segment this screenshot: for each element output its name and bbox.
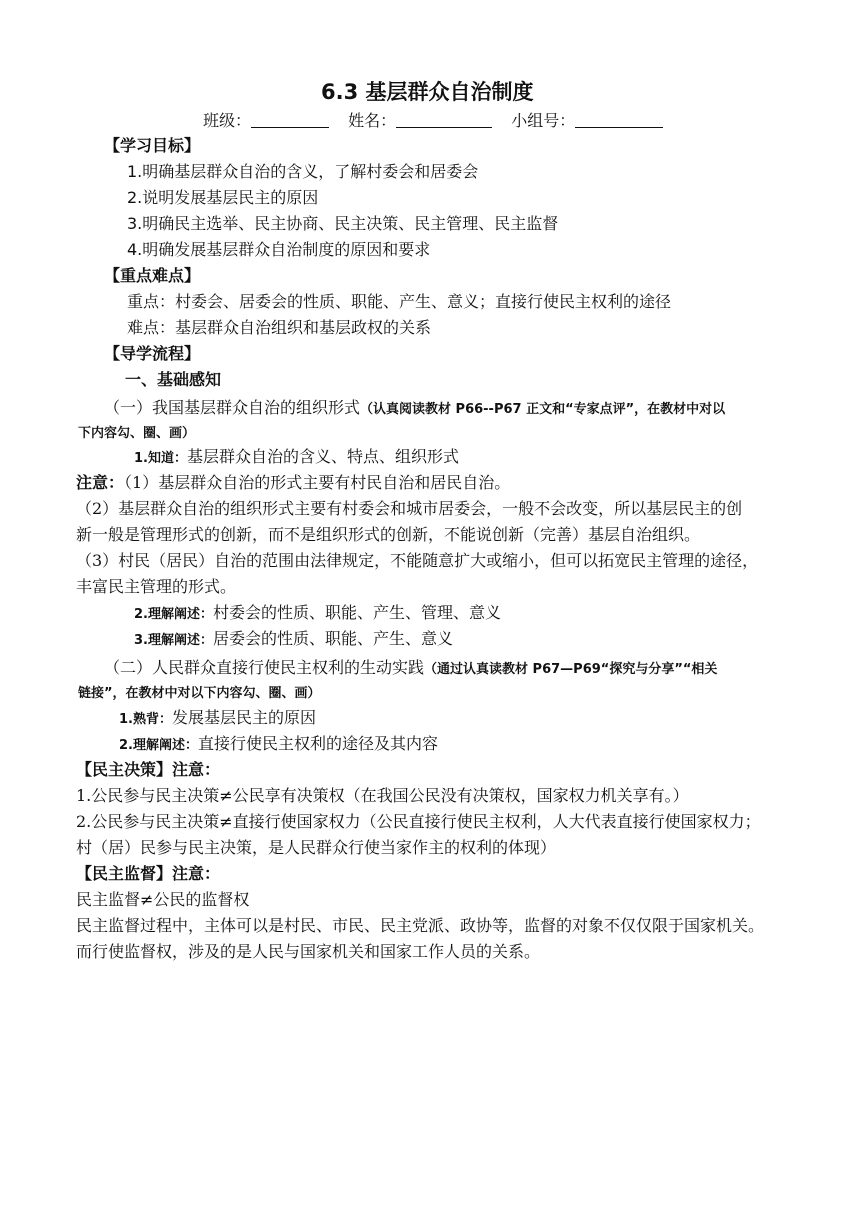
class-label: 班级：	[203, 111, 252, 130]
attention-3: （3）村民（居民）自治的范围由法律规定，不能随意扩大或缩小，但可以拓宽民主管理的途径，	[76, 551, 759, 570]
attention-3-cont: 丰富民主管理的形式。	[76, 577, 237, 596]
decision-item-1: 1.公民参与民主决策≠公民享有决策权（在我国公民没有决策权，国家权力机关享有。）	[76, 786, 689, 805]
goal-item: 4.明确发展基层群众自治制度的原因和要求	[127, 240, 431, 259]
attention-2-cont: 新一般是管理形式的创新，而不是组织形式的创新，不能说创新（完善）基层自治组织。	[76, 525, 701, 544]
group-blank[interactable]	[575, 111, 663, 128]
supervision-line-3: 而行使监督权，涉及的是人民与国家机关和国家工作人员的关系。	[76, 942, 541, 961]
decision-item-2-cont: 村（居）民参与民主决策，是人民群众行使当家作主的权利的体现）	[76, 838, 557, 857]
memorize-label: 1.熟背：	[119, 712, 172, 727]
supervision-line-2: 民主监督过程中，主体可以是村民、市民、民主党派、政协等，监督的对象不仅仅限于国家机关。	[76, 916, 765, 935]
section-basic: 一、基础感知	[125, 370, 222, 389]
know-line	[134, 445, 459, 471]
understand-resident-line	[134, 627, 453, 653]
understand-resident-label: 3.理解阐述：	[134, 633, 213, 648]
supervision-note: 注意：	[172, 864, 221, 883]
part1-reading-note-cont: 下内容勾、圈、画）	[78, 426, 196, 441]
part1-title: （一）我国基层群众自治的组织形式	[104, 398, 361, 417]
supervision-line-1: 民主监督≠公民的监督权	[76, 890, 250, 909]
attention-label: 注意：	[76, 473, 125, 492]
key-points-heading: 【重点难点】	[104, 266, 201, 285]
supervision-heading-line	[76, 862, 220, 886]
supervision-heading: 【民主监督】	[76, 864, 173, 883]
part1-reading-note: （认真阅读教材 P66--P67 正文和“专家点评”，在教材中对以	[360, 402, 726, 417]
part2-reading-note-cont: 链接”，在教材中对以下内容勾、圈、画）	[78, 686, 321, 701]
flow-heading: 【导学流程】	[104, 344, 201, 363]
part2-line	[104, 656, 717, 682]
key-point-focus: 重点：村委会、居委会的性质、职能、产生、意义；直接行使民主权利的途径	[127, 292, 672, 311]
decision-item-2: 2.公民参与民主决策≠直接行使国家权力（公民直接行使民主权利，人大代表直接行使国家权力；	[76, 812, 761, 831]
know-label: 1.知道：	[134, 451, 187, 466]
memorize-text: 发展基层民主的原因	[171, 708, 316, 727]
attention-1: （1）基层群众自治的形式主要有村民自治和居民自治。	[124, 473, 511, 492]
goals-heading: 【学习目标】	[104, 136, 201, 155]
page-title: 6.3 基层群众自治制度	[321, 80, 534, 104]
understand-village-label: 2.理解阐述：	[134, 607, 213, 622]
goal-item: 1.明确基层群众自治的含义，了解村委会和居委会	[127, 162, 479, 181]
name-label: 姓名：	[348, 111, 397, 130]
key-point-difficulty: 难点：基层群众自治组织和基层政权的关系	[127, 318, 432, 337]
understand-label: 2.理解阐述：	[119, 738, 198, 753]
decision-heading: 【民主决策】	[76, 760, 173, 779]
attention-line-1	[76, 471, 510, 495]
class-blank[interactable]	[251, 111, 329, 128]
goal-item: 3.明确民主选举、民主协商、民主决策、民主管理、民主监督	[127, 214, 559, 233]
decision-heading-line	[76, 758, 220, 782]
name-blank[interactable]	[396, 111, 492, 128]
understand-village-line	[134, 601, 501, 627]
know-text: 基层群众自治的含义、特点、组织形式	[186, 447, 459, 466]
group-label: 小组号：	[511, 111, 576, 130]
part2-title: （二）人民群众直接行使民主权利的生动实践	[104, 658, 425, 677]
student-info-row	[203, 109, 663, 133]
understand-resident-text: 居委会的性质、职能、产生、意义	[212, 629, 453, 648]
attention-2: （2）基层群众自治的组织形式主要有村委会和城市居委会，一般不会改变，所以基层民主的创	[76, 499, 743, 518]
part1-line	[104, 396, 725, 422]
understand-village-text: 村委会的性质、职能、产生、管理、意义	[212, 603, 501, 622]
goal-item: 2.说明发展基层民主的原因	[127, 188, 319, 207]
decision-note: 注意：	[172, 760, 221, 779]
understand-line	[119, 732, 438, 758]
understand-text: 直接行使民主权利的途径及其内容	[197, 734, 438, 753]
part2-reading-note: （通过认真读教材 P67—P69“探究与分享”“相关	[424, 662, 718, 677]
memorize-line	[119, 706, 316, 732]
